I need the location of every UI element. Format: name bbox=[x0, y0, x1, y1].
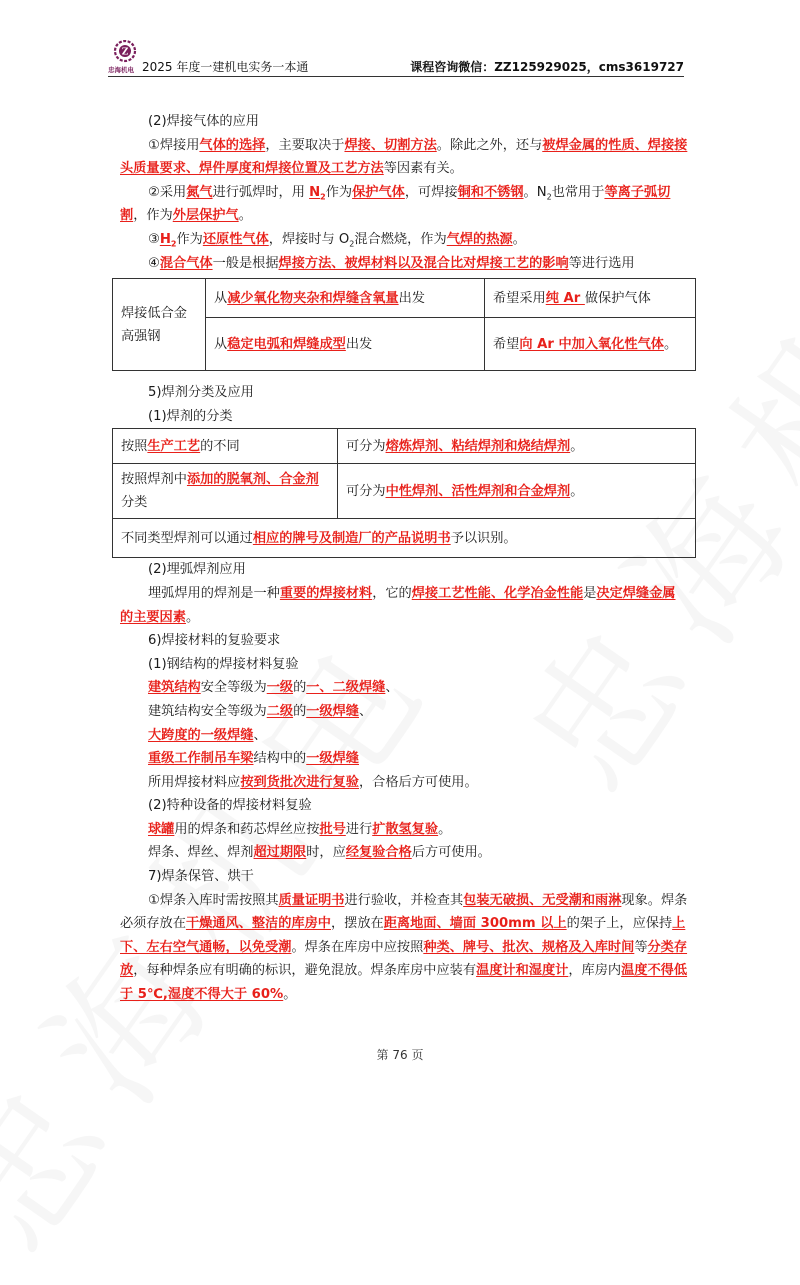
gas-table bbox=[112, 278, 696, 371]
subsection-title: (2)埋弧焊剂应用 bbox=[148, 562, 246, 578]
table-cell: 希望采用纯 Ar 做保护气体 bbox=[485, 279, 696, 318]
subsection-title: (1)钢结构的焊接材料复验 bbox=[148, 656, 299, 672]
contact-info: 课程咨询微信：ZZ125929025，cms3619727 bbox=[410, 60, 684, 74]
subsection-title: (2)特种设备的焊接材料复验 bbox=[148, 798, 312, 814]
list-item: 建筑结构安全等级为二级的一级焊缝、 bbox=[148, 703, 373, 719]
table-cell: 从稳定电弧和焊缝成型出发 bbox=[206, 318, 485, 371]
section-title: (2)焊接气体的应用 bbox=[148, 114, 259, 129]
table-cell: 可分为中性焊剂、活性焊剂和合金焊剂。 bbox=[338, 464, 696, 519]
list-item: 焊条、焊丝、焊剂超过期限时，应经复验合格后方可使用。 bbox=[148, 845, 491, 861]
page-content bbox=[120, 110, 688, 1007]
paragraph: ②采用氮气进行弧焊时，用 $N_2$作为保护气体，可焊接铜和不锈钢。$N_2$也常用于等离子弧切割，作为外层保护气。 bbox=[120, 184, 671, 224]
table-cell: 焊接低合金高强钢 bbox=[113, 279, 206, 371]
table-cell: 希望向 Ar 中加入氧化性气体。 bbox=[485, 318, 696, 371]
paragraph: ①焊条入库时需按照其质量证明书进行验收，并检查其包装无破损、无受潮和雨淋现象。焊条必须存放在干燥通风、整洁的库房中，摆放在距离地面、墙面 300mm 以上的架子上，应保持上下、左右空气通畅，以免受潮。焊条在库房中应按照种类、牌号、批次、规格及入库时间等分类存放，每种焊条应有明确的标识，避免混放。焊条库房中应装有温度计和湿度计，库房内温度不得低于 5℃,湿度不得大于 60%。 bbox=[120, 892, 688, 1003]
table-cell: 按照生产工艺的不同 bbox=[113, 429, 338, 464]
section-title: 5)焊剂分类及应用 bbox=[148, 385, 254, 401]
paragraph: ④混合气体一般是根据焊接方法、被焊材料以及混合比对焊接工艺的影响等进行选用 bbox=[148, 255, 635, 271]
svg-text:Z: Z bbox=[121, 47, 129, 58]
list-item: 大跨度的一级焊缝、 bbox=[148, 727, 267, 743]
subsection-title: (1)焊剂的分类 bbox=[148, 408, 233, 424]
list-item: 所用焊接材料应按到货批次进行复验，合格后方可使用。 bbox=[148, 774, 478, 790]
paragraph: 埋弧焊用的焊剂是一种重要的焊接材料，它的焊接工艺性能、化学冶金性能是决定焊缝金属的主要因素。 bbox=[120, 585, 676, 625]
section-title: 6)焊接材料的复验要求 bbox=[148, 633, 281, 649]
paragraph: $③H_2$作为还原性气体，焊接时与 $O_2$混合燃烧，作为气焊的热源。 bbox=[148, 231, 526, 249]
list-item: 建筑结构安全等级为一级的一、二级焊缝、 bbox=[148, 680, 399, 696]
flux-table bbox=[112, 428, 696, 558]
page-number: 第 76 页 bbox=[376, 1048, 424, 1062]
list-item: 重级工作制吊车梁结构中的一级焊缝 bbox=[148, 751, 359, 767]
list-item: 球罐用的焊条和药芯焊丝应按批号进行扩散氢复验。 bbox=[148, 821, 452, 837]
document-title: 2025 年度一建机电实务一本通 bbox=[142, 60, 309, 74]
logo-text: 忠海机电 bbox=[108, 66, 134, 74]
table-cell: 从减少氧化物夹杂和焊缝含氧量出发 bbox=[206, 279, 485, 318]
table-cell: 按照焊剂中添加的脱氧剂、合金剂分类 bbox=[113, 464, 338, 519]
table-cell: 可分为熔炼焊剂、粘结焊剂和烧结焊剂。 bbox=[338, 429, 696, 464]
section-title: 7)焊条保管、烘干 bbox=[148, 869, 254, 885]
page-header bbox=[108, 40, 684, 77]
paragraph: ①焊接用气体的选择，主要取决于焊接、切割方法。除此之外，还与被焊金属的性质、焊接接头质量要求、焊件厚度和焊接位置及工艺方法等因素有关。 bbox=[120, 137, 688, 177]
table-cell: 不同类型焊剂可以通过相应的牌号及制造厂的产品说明书予以识别。 bbox=[113, 519, 696, 558]
